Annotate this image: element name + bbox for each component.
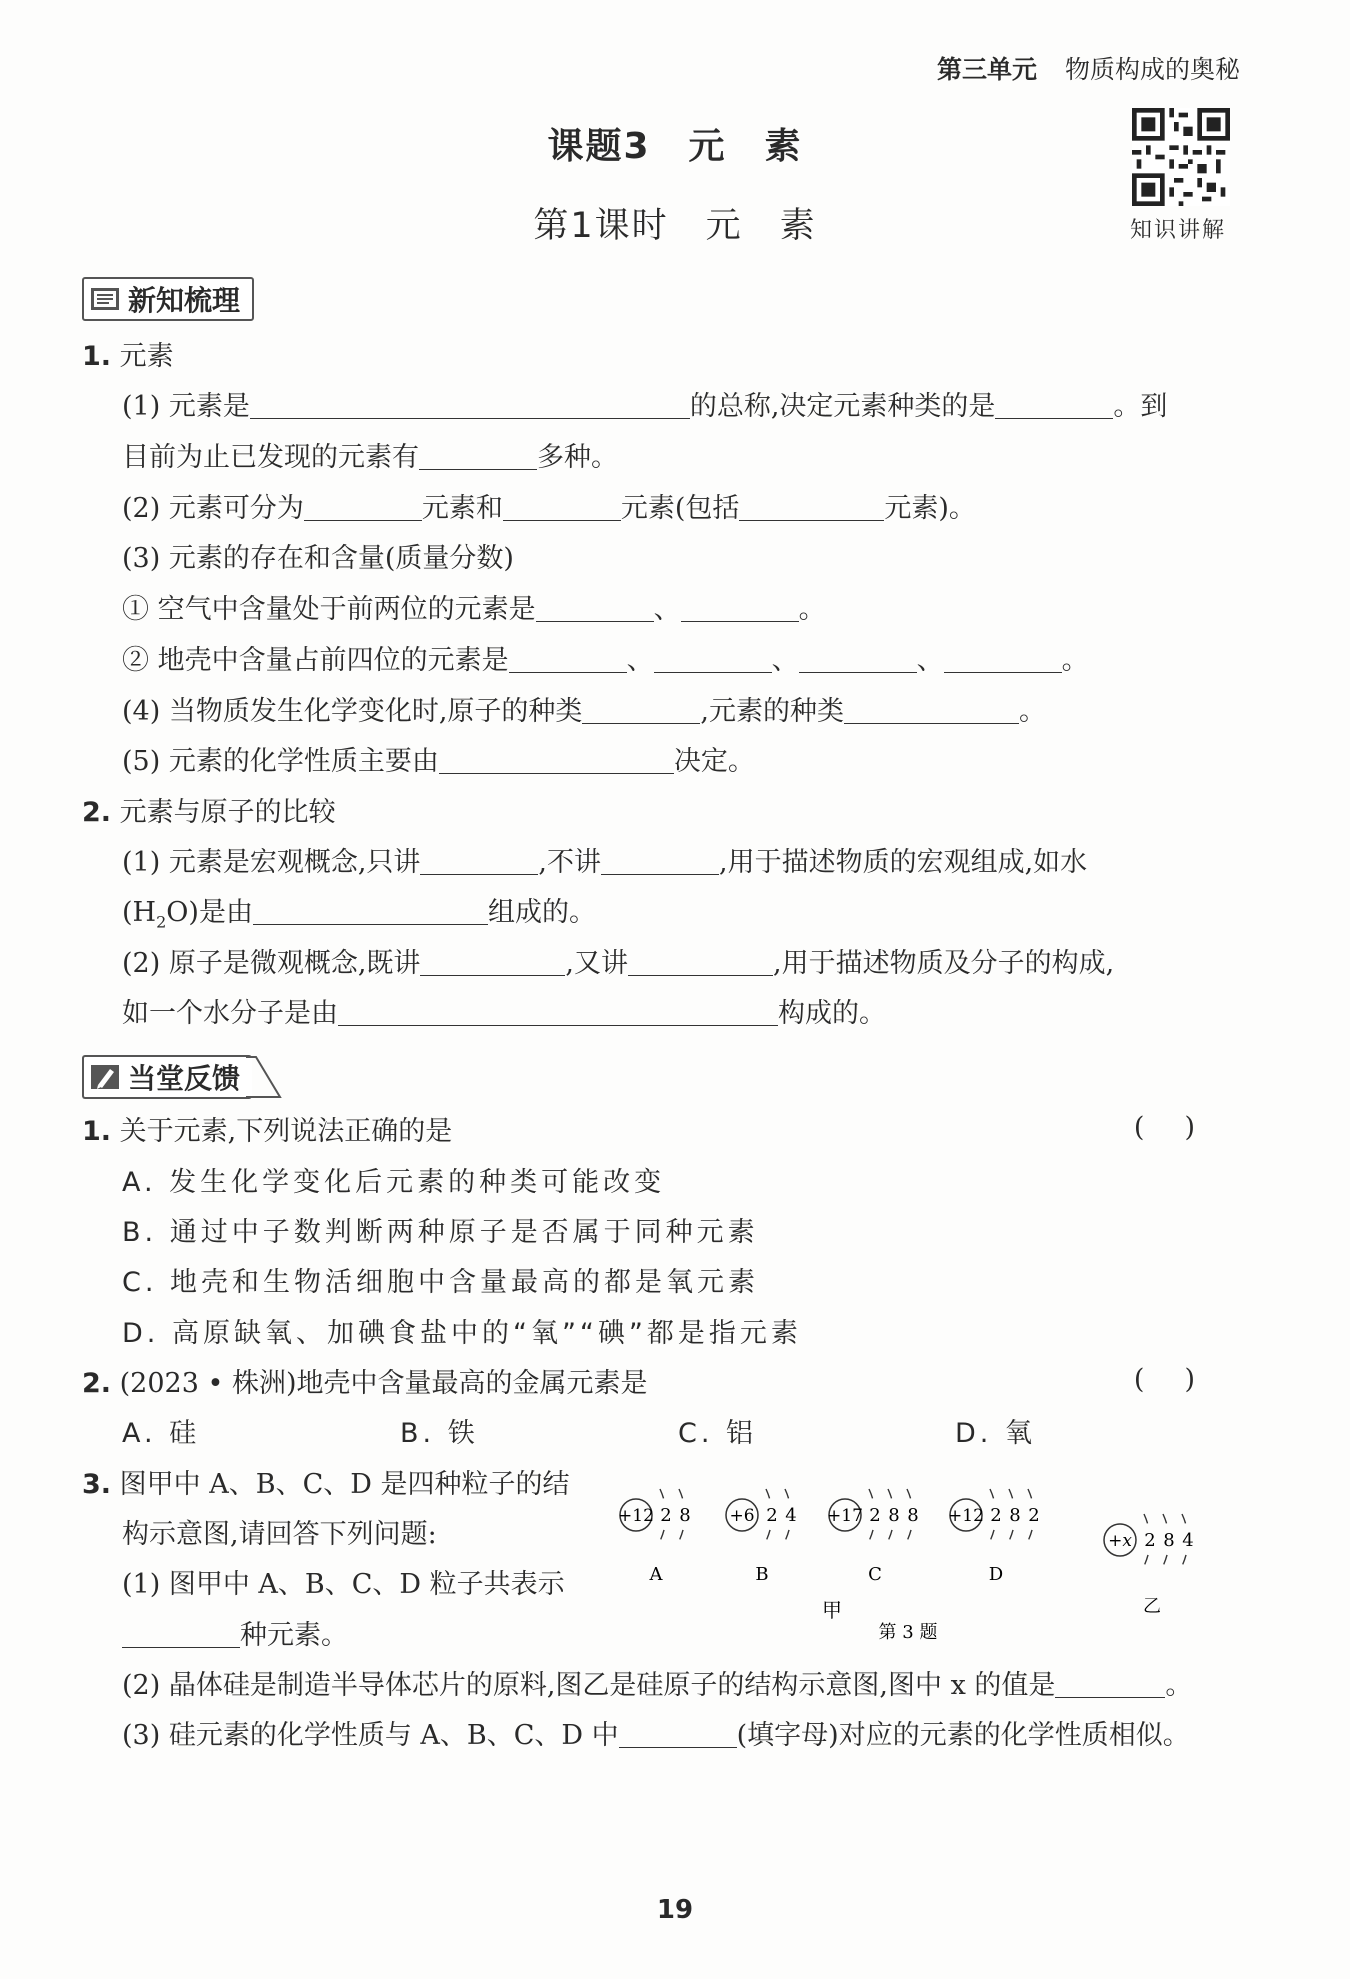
q1-line6: ② 地壳中含量占前四位的元素是 、 、 、 。 xyxy=(122,641,1089,681)
nucleus-charge: +6 xyxy=(729,1506,755,1526)
option-c[interactable]: C. 铝 xyxy=(678,1418,758,1449)
blank[interactable] xyxy=(420,945,565,976)
blank[interactable] xyxy=(654,642,772,673)
unit-title: 物质构成的奥秘 xyxy=(1064,55,1240,84)
atom-diagram-b xyxy=(726,1489,797,1585)
q2-heading: 2. 元素与原子的比较 xyxy=(82,797,336,828)
shell-electron-count: 2 xyxy=(990,1505,1002,1526)
atom-diagram-a xyxy=(618,1489,691,1585)
pencil-icon xyxy=(90,1063,120,1091)
page-number: 19 xyxy=(656,1895,694,1925)
shell-electron-count: 8 xyxy=(907,1505,919,1526)
nucleus-charge: +12 xyxy=(618,1506,654,1526)
tag-corner-decoration xyxy=(246,1055,282,1099)
shell-electron-count: 8 xyxy=(888,1505,900,1526)
q2-line1: (1) 元素是宏观概念,只讲 ,不讲 ,用于描述物质的宏观组成,如水 xyxy=(122,843,1087,883)
shell-electron-count: 2 xyxy=(1028,1505,1040,1526)
shell-electron-count: 2 xyxy=(1144,1530,1156,1551)
blank[interactable] xyxy=(439,743,674,774)
period-title: 第1课时 元 素 xyxy=(533,206,817,246)
fb-q3-stem2: 构示意图,请回答下列问题: xyxy=(122,1519,437,1550)
blank[interactable] xyxy=(799,642,917,673)
nucleus-charge: +x xyxy=(1108,1531,1132,1551)
option-a[interactable]: A. 硅 xyxy=(122,1418,201,1449)
blank[interactable] xyxy=(509,642,627,673)
unit-header xyxy=(937,50,1240,86)
book-icon xyxy=(90,285,120,313)
blank[interactable] xyxy=(601,844,719,875)
blank[interactable] xyxy=(122,1617,240,1648)
q1-line2: 目前为止已发现的元素有 多种。 xyxy=(122,438,618,478)
q2-line4: 如一个水分子是由 构成的。 xyxy=(122,994,886,1034)
q1-line4: (3) 元素的存在和含量(质量分数) xyxy=(122,543,514,574)
option-b[interactable]: B. 通过中子数判断两种原子是否属于同种元素 xyxy=(122,1217,759,1248)
answer-bracket[interactable]: () xyxy=(1133,1112,1235,1143)
option-a[interactable]: A. 发生化学变化后元素的种类可能改变 xyxy=(122,1167,666,1198)
shell-electron-count: 2 xyxy=(660,1505,672,1526)
shell-electron-count: 8 xyxy=(1009,1505,1021,1526)
blank[interactable] xyxy=(619,1717,737,1748)
atom-label: B xyxy=(755,1564,769,1585)
shell-electron-count: 8 xyxy=(679,1505,691,1526)
nucleus-charge: +17 xyxy=(827,1506,863,1526)
q1-heading: 1. 元素 xyxy=(82,341,174,372)
blank[interactable] xyxy=(995,388,1113,419)
section-tag-feedback xyxy=(82,1055,252,1099)
blank[interactable] xyxy=(536,591,654,622)
q1-line5: ① 空气中含量处于前两位的元素是 、 。 xyxy=(122,590,826,630)
q1-line7: (4) 当物质发生化学变化时,原子的种类 ,元素的种类 。 xyxy=(122,692,1046,732)
atom-label: A xyxy=(649,1564,663,1585)
blank[interactable] xyxy=(503,490,621,521)
fb-q2-stem: 2. (2023 • 株洲)地壳中含量最高的金属元素是 xyxy=(82,1368,648,1399)
qr-label: 知识讲解 xyxy=(1130,218,1227,243)
blank[interactable] xyxy=(628,945,773,976)
q2-line2: $(H_2O)$是由 组成的。 xyxy=(122,893,596,942)
section-tag-label: 当堂反馈 xyxy=(128,1062,241,1095)
blank[interactable] xyxy=(944,642,1062,673)
blank[interactable] xyxy=(681,591,799,622)
blank[interactable] xyxy=(250,388,690,419)
blank[interactable] xyxy=(338,995,778,1026)
answer-bracket[interactable]: () xyxy=(1133,1364,1235,1395)
blank[interactable] xyxy=(844,693,1019,724)
blank[interactable] xyxy=(582,693,700,724)
atom-diagram-d xyxy=(948,1489,1040,1585)
figure-caption: 第 3 题 xyxy=(878,1622,938,1643)
q2-line3: (2) 原子是微观概念,既讲 ,又讲 ,用于描述物质及分子的构成, xyxy=(122,944,1114,984)
fb-q3-part1b: 种元素。 xyxy=(122,1616,348,1656)
fb-q3-stem1: 3. 图甲中 A、B、C、D 是四种粒子的结 xyxy=(82,1469,570,1500)
section-tag-new-knowledge xyxy=(82,277,254,321)
option-d[interactable]: D. 氧 xyxy=(955,1418,1036,1449)
atom-diagram-yi xyxy=(1104,1514,1194,1617)
section-tag-label: 新知梳理 xyxy=(128,284,241,317)
atom-structure-figure xyxy=(600,1470,1240,1650)
atom-label: C xyxy=(868,1564,882,1585)
shell-electron-count: 2 xyxy=(869,1505,881,1526)
atom-label: D xyxy=(988,1564,1004,1585)
figure-jia-label: 甲 xyxy=(822,1598,842,1622)
fb-q3-part1a: (1) 图甲中 A、B、C、D 粒子共表示 xyxy=(122,1569,565,1600)
lesson-title: 课题3 元 素 xyxy=(547,126,803,167)
fb-q3-part3: (3) 硅元素的化学性质与 A、B、C、D 中 (填字母)对应的元素的化学性质相似。 xyxy=(122,1716,1190,1756)
option-d[interactable]: D. 高原缺氧、加碘食盐中的“氧”“碘”都是指元素 xyxy=(122,1318,802,1349)
shell-electron-count: 2 xyxy=(766,1505,778,1526)
option-b[interactable]: B. 铁 xyxy=(400,1418,479,1449)
option-c[interactable]: C. 地壳和生物活细胞中含量最高的都是氧元素 xyxy=(122,1267,760,1298)
shell-electron-count: 4 xyxy=(1182,1530,1194,1551)
blank[interactable] xyxy=(420,844,538,875)
shell-electron-count: 4 xyxy=(785,1505,797,1526)
blank[interactable] xyxy=(739,490,884,521)
blank[interactable] xyxy=(419,439,537,470)
atom-label: 乙 xyxy=(1143,1596,1161,1617)
fb-q3-part2: (2) 晶体硅是制造半导体芯片的原料,图乙是硅原子的结构示意图,图中 x 的值是 。 xyxy=(122,1666,1192,1706)
blank[interactable] xyxy=(304,490,422,521)
q1-line3: (2) 元素可分为 元素和 元素(包括 元素)。 xyxy=(122,489,976,529)
fb-q1-stem: 1. 关于元素,下列说法正确的是 xyxy=(82,1116,453,1147)
blank[interactable] xyxy=(1055,1667,1165,1698)
shell-electron-count: 8 xyxy=(1163,1530,1175,1551)
unit-number: 第三单元 xyxy=(936,55,1037,84)
blank[interactable] xyxy=(253,894,488,925)
nucleus-charge: +12 xyxy=(948,1506,984,1526)
q1-line1: (1) 元素是 的总称,决定元素种类的是 。到 xyxy=(122,387,1167,427)
atom-diagram-c xyxy=(827,1489,919,1585)
q1-line8: (5) 元素的化学性质主要由 决定。 xyxy=(122,742,755,782)
